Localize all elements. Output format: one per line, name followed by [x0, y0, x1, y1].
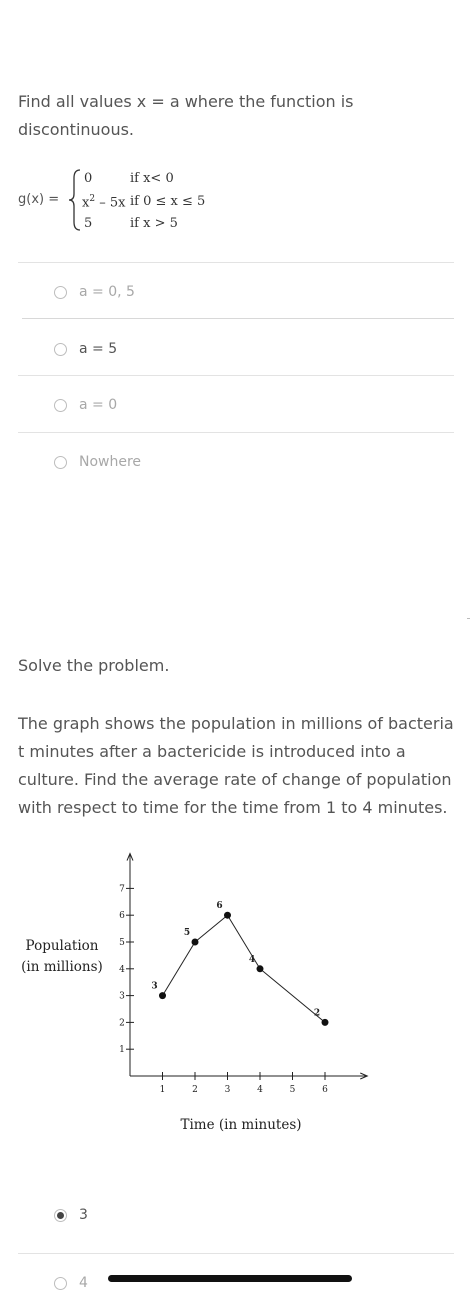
option-a-0-5[interactable] [54, 281, 135, 303]
x-tick-label: 5 [289, 1085, 296, 1095]
y-tick-label: 6 [119, 911, 125, 922]
data-point [322, 1019, 329, 1026]
question-2-prompt: The graph shows the population in millions of bacteria t minutes after a bactericide is introduced into a culture. Find the average rate of change of population with respect to time for the time from 1 to 4 minutes. [18, 714, 454, 817]
x-tick-label: 2 [192, 1085, 198, 1095]
divider [18, 1253, 454, 1254]
left-brace-icon [68, 168, 82, 232]
radio-button-selected[interactable] [54, 1209, 67, 1222]
question-2-title: Solve the problem. [18, 656, 170, 675]
x-tick-label: 3 [224, 1085, 231, 1095]
piece-2-condition: if 0 ≤ x ≤ 5 [130, 194, 206, 209]
chart-axes [127, 854, 367, 1079]
data-point-label: 6 [216, 901, 223, 912]
x-axis-label: Time (in minutes) [180, 1117, 302, 1133]
radio-button[interactable] [54, 343, 67, 356]
function-name: g(x) = [18, 192, 60, 207]
population-graph [0, 840, 474, 1140]
series-line-segment [163, 942, 196, 996]
data-point-label: 4 [248, 954, 256, 965]
x-tick-label: 4 [257, 1085, 263, 1095]
divider [22, 318, 454, 319]
option-label: a = 0, 5 [79, 284, 135, 300]
divider [18, 432, 454, 433]
data-point-label: 5 [183, 928, 191, 938]
y-tick-label: 1 [119, 1045, 125, 1056]
x-tick-label: 1 [159, 1085, 166, 1095]
piece-3-condition: if x > 5 [130, 216, 178, 231]
option-nowhere[interactable] [54, 451, 141, 473]
option-label: Nowhere [79, 454, 142, 470]
option-label: 4 [79, 1275, 88, 1291]
radio-button[interactable] [54, 456, 67, 469]
option-label: 3 [79, 1207, 88, 1223]
y-axis-label-line-1: Population [25, 938, 99, 954]
data-point-label: 3 [151, 981, 158, 992]
edge-mark [467, 618, 470, 619]
divider [18, 262, 454, 263]
option-a-5[interactable] [54, 338, 117, 360]
y-tick-label: 7 [119, 884, 125, 895]
piece-1-condition: if x< 0 [130, 171, 174, 186]
radio-button[interactable] [54, 286, 67, 299]
piece-1-expr: 0 [84, 171, 93, 186]
data-point-label: 2 [313, 1008, 321, 1019]
data-point [257, 965, 264, 972]
chart-points [151, 901, 328, 1026]
series-line-segment [195, 915, 228, 942]
option-label: a = 5 [79, 341, 118, 357]
y-tick-label: 5 [119, 938, 125, 948]
data-point [224, 912, 231, 919]
y-tick-label: 4 [119, 964, 125, 975]
y-tick-label: 3 [119, 991, 125, 1002]
radio-button[interactable] [54, 1277, 67, 1290]
x-tick-label: 6 [322, 1085, 328, 1095]
divider [18, 375, 454, 376]
option-3[interactable] [54, 1204, 88, 1226]
y-tick-label: 2 [119, 1018, 125, 1029]
question-1-prompt: Find all values x = a where the function is discontinuous. [18, 92, 354, 139]
radio-button[interactable] [54, 399, 67, 412]
piece-3-expr: 5 [84, 216, 93, 231]
data-point [192, 939, 199, 946]
option-4[interactable] [54, 1272, 88, 1294]
option-a-0[interactable] [54, 394, 117, 416]
home-indicator [108, 1275, 352, 1282]
data-point [159, 992, 166, 999]
y-axis-label-line-2: (in millions) [21, 959, 103, 975]
piece-2-expr: $x^2 - 5x$ [82, 194, 126, 211]
option-label: a = 0 [79, 397, 118, 413]
